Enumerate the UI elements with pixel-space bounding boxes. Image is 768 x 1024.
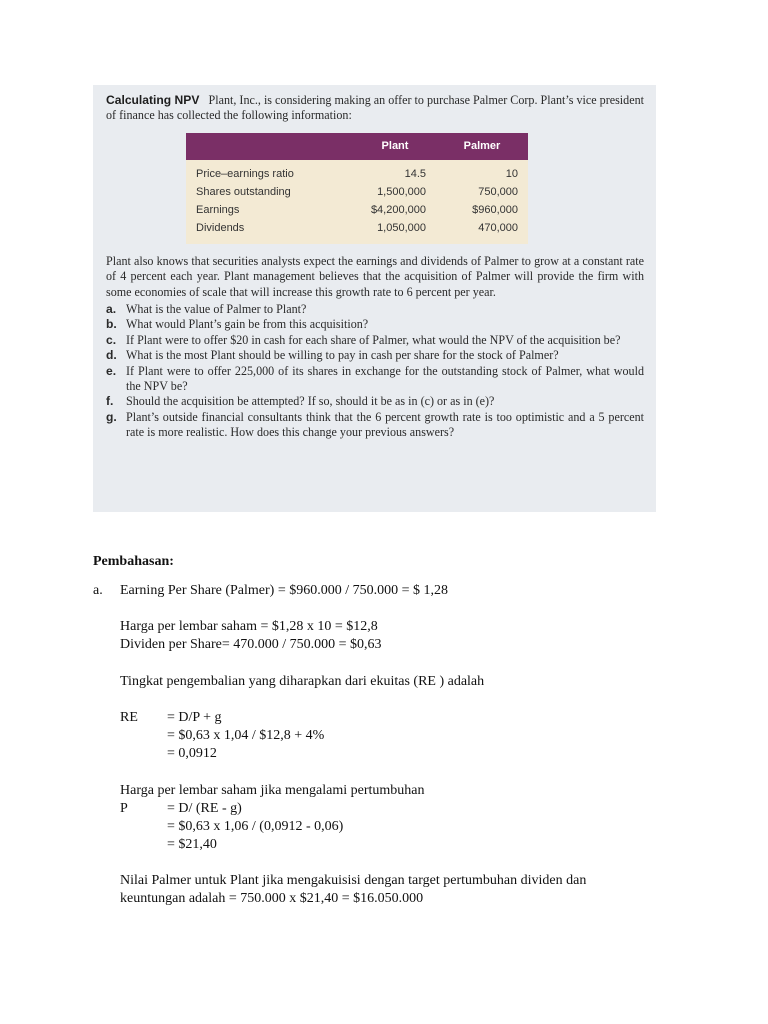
excerpt-title: Calculating NPV <box>106 93 200 107</box>
question-letter: b. <box>106 317 117 332</box>
question-letter: d. <box>106 348 117 363</box>
question-text: If Plant were to offer $20 in cash for each share of Palmer, what would the NPV of the acquisition be? <box>126 332 621 347</box>
row-label: Price–earnings ratio <box>196 168 294 181</box>
question-item <box>106 302 644 317</box>
excerpt-intro <box>106 93 644 124</box>
question-text: What is the most Plant should be willing to pay in cash per share for the stock of Palmer? <box>126 348 559 363</box>
question-letter: f. <box>106 394 114 409</box>
question-letter: e. <box>106 363 117 378</box>
re-intro: Tingkat pengembalian yang diharapkan dari ekuitas (RE ) adalah <box>120 674 485 689</box>
question-item <box>106 410 644 441</box>
answer-label-a: a. <box>93 583 103 598</box>
question-text: If Plant were to offer 225,000 of its shares in exchange for the outstanding stock of Palmer, what would the NPV be? <box>126 363 644 394</box>
textbook-excerpt <box>93 85 656 512</box>
table-header <box>186 133 528 160</box>
row-label: Earnings <box>196 204 240 217</box>
question-letter: c. <box>106 332 117 347</box>
solution-section <box>93 553 653 906</box>
re-symbol: RE <box>120 710 138 725</box>
row-palmer-value: 10 <box>505 168 518 181</box>
dps-line: Dividen per Share= 470.000 / 750.000 = $0,63 <box>120 637 382 652</box>
row-label: Dividends <box>196 222 245 235</box>
question-text: Plant’s outside financial consultants think that the 6 percent growth rate is too optimistic and a 5 percent rate is more realistic. How does this change your previous answers? <box>126 409 644 440</box>
p-result: = $21,40 <box>167 837 217 852</box>
excerpt-intro-text: Plant, Inc., is considering making an offer to purchase Palmer Corp. Plant’s vice president of finance has collected the following information: <box>106 93 644 123</box>
row-label: Shares outstanding <box>196 186 291 199</box>
price-line: Harga per lembar saham = $1,28 x 10 = $12,8 <box>120 619 378 634</box>
value-line-2: keuntungan adalah = 750.000 x $21,40 = $16.050.000 <box>120 891 424 906</box>
table-row <box>186 166 528 184</box>
question-letter: g. <box>106 409 117 424</box>
value-line-1: Nilai Palmer untuk Plant jika mengakuisisi dengan target pertumbuhan dividen dan <box>120 873 587 888</box>
row-palmer-value: 750,000 <box>478 186 518 199</box>
question-text: What would Plant’s gain be from this acquisition? <box>126 317 369 332</box>
p-formula: = D/ (RE - g) <box>167 801 242 816</box>
row-palmer-value: $960,000 <box>472 204 518 217</box>
table-header-plant: Plant <box>381 139 409 152</box>
row-plant-value: 1,500,000 <box>377 186 426 199</box>
question-item <box>106 333 644 348</box>
question-item <box>106 348 644 363</box>
re-result: = 0,0912 <box>167 746 217 761</box>
row-palmer-value: 470,000 <box>478 222 518 235</box>
row-plant-value: 1,050,000 <box>377 222 426 235</box>
p-intro: Harga per lembar saham jika mengalami pertumbuhan <box>120 783 425 798</box>
question-list <box>106 302 644 441</box>
row-plant-value: 14.5 <box>404 168 426 181</box>
p-substitution: = $0,63 x 1,06 / (0,0912 - 0,06) <box>167 819 344 834</box>
p-symbol: P <box>120 801 128 816</box>
eps-line: Earning Per Share (Palmer) = $960.000 / 750.000 = $ 1,28 <box>120 583 449 598</box>
excerpt-body: Plant also knows that securities analysts expect the earnings and dividends of Palmer to grow at a constant rate of 4 percent each year. Plant management believes that the acquisition of Palmer will provide the firm with some economies of scale that will increase this growth rate to 6 percent per year. <box>106 253 644 299</box>
question-item <box>106 317 644 332</box>
question-item <box>106 394 644 409</box>
question-letter: a. <box>106 302 117 317</box>
row-plant-value: $4,200,000 <box>370 204 426 217</box>
question-item <box>106 364 644 395</box>
table-row <box>186 202 528 220</box>
solution-title: Pembahasan: <box>93 554 174 569</box>
re-substitution: = $0,63 x 1,04 / $12,8 + 4% <box>167 728 325 743</box>
data-table <box>186 133 528 244</box>
table-header-palmer: Palmer <box>463 139 501 152</box>
table-row <box>186 184 528 202</box>
question-text: Should the acquisition be attempted? If so, should it be as in (c) or as in (e)? <box>126 394 495 409</box>
re-formula: = D/P + g <box>167 710 222 725</box>
table-row <box>186 220 528 238</box>
question-text: What is the value of Palmer to Plant? <box>126 302 307 317</box>
